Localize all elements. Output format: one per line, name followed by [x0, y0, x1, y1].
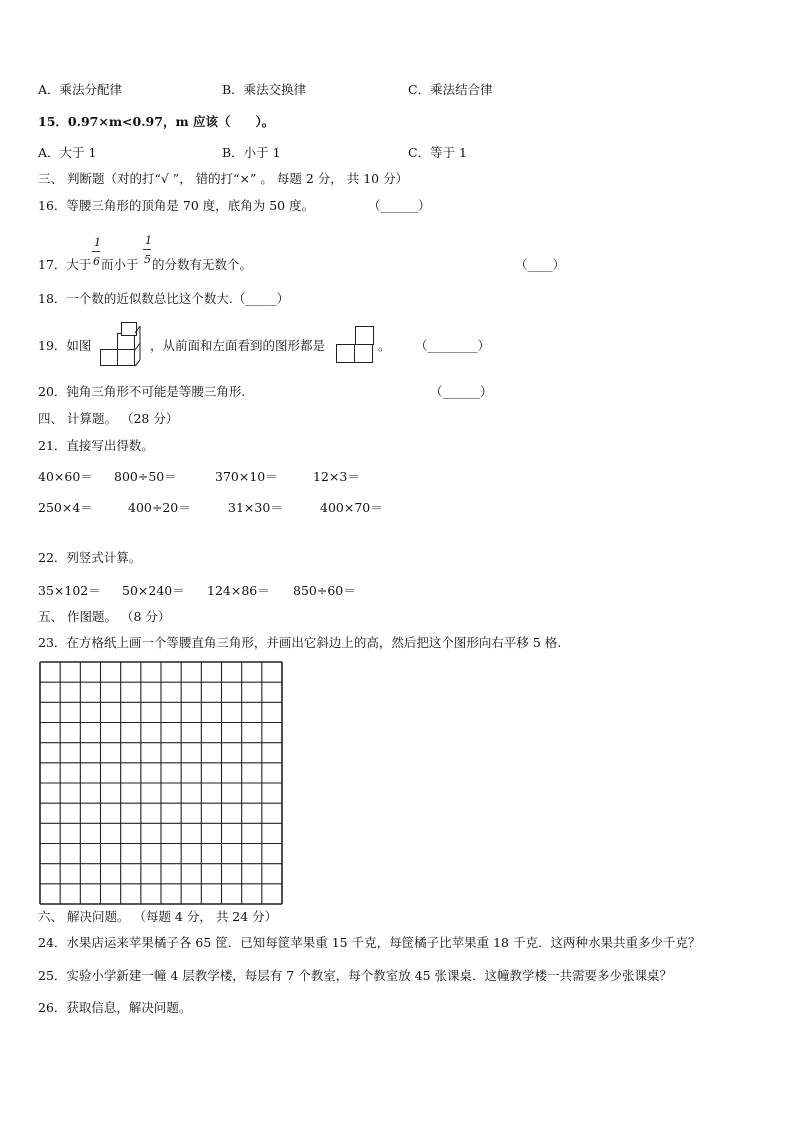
q20-answer-blank[interactable]: （______）: [430, 384, 493, 399]
view-square-bottom-left: [336, 344, 355, 363]
q22-item: 124×86＝: [207, 583, 270, 598]
cube-depth-lines: [95, 322, 145, 368]
q21-item: 370×10＝: [215, 469, 278, 484]
q17-frac1-denominator: 6: [93, 255, 100, 268]
q21-item: 800÷50＝: [114, 469, 177, 484]
section-5-heading: 五、 作图题。 （8 分）: [38, 609, 171, 624]
q14-option-c: C．乘法结合律: [408, 82, 493, 97]
q17-frac2-numerator: 1: [145, 234, 152, 247]
view-shape-figure: [336, 326, 376, 366]
q17-frac1-bar: [92, 251, 100, 252]
section-6-heading: 六、 解决问题。 （每题 4 分， 共 24 分）: [38, 909, 278, 924]
q19-prefix: 19．如图: [38, 338, 92, 353]
q15-option-b: B．小于 1: [222, 145, 281, 160]
cube-stack-figure: [95, 322, 145, 368]
q15-text: 15．0.97×m<0.97，m 应该（ ）。: [38, 114, 275, 129]
q22-item: 35×102＝: [38, 583, 101, 598]
q21-item: 40×60＝: [38, 469, 93, 484]
view-square-top: [355, 326, 374, 345]
q25-text: 25．实验小学新建一幢 4 层教学楼，每层有 7 个教室，每个教室放 45 张课桌．这幢教学楼一共需要多少张课桌？: [38, 968, 673, 983]
q19-answer-blank[interactable]: （________）: [415, 338, 491, 353]
q17-answer-blank[interactable]: （____）: [515, 257, 566, 272]
q21-item: 31×30＝: [228, 500, 283, 515]
view-square-bottom-right: [354, 344, 373, 363]
q17-frac2-bar: [143, 249, 151, 250]
q19-suffix: ，从前面和左面看到的图形都是: [150, 338, 326, 353]
q21-item: 400÷20＝: [128, 500, 191, 515]
square-grid[interactable]: [39, 661, 283, 905]
section-3-heading: 三、 判断题（对的打“√ ”， 错的打“×” 。 每题 2 分， 共 10 分）: [38, 171, 409, 186]
q17-frac1-numerator: 1: [94, 236, 101, 249]
q21-item: 250×4＝: [38, 500, 93, 515]
q16-answer-blank[interactable]: （______）: [368, 198, 431, 213]
q18-text: 18．一个数的近似数总比这个数大.（_____）: [38, 291, 290, 306]
q20-text: 20．钝角三角形不可能是等腰三角形.: [38, 384, 246, 399]
q17-frac2-denominator: 5: [144, 253, 151, 266]
q22-title: 22．列竖式计算。: [38, 550, 142, 565]
q14-option-a: A．乘法分配律: [38, 82, 123, 97]
q24-text: 24．水果店运来苹果橘子各 65 筐．已知每筐苹果重 15 千克，每筐橘子比苹果重 18 千克．这两种水果共重多少千克？: [38, 935, 701, 950]
q23-text: 23．在方格纸上画一个等腰直角三角形，并画出它斜边上的高，然后把这个图形向右平移 5 格.: [38, 635, 562, 650]
q14-option-b: B．乘法交换律: [222, 82, 307, 97]
q16-text: 16．等腰三角形的顶角是 70 度，底角为 50 度。: [38, 198, 315, 213]
q15-option-c: C．等于 1: [408, 145, 467, 160]
q19-end: 。: [378, 338, 391, 353]
q22-item: 850÷60＝: [293, 583, 356, 598]
q21-title: 21．直接写出得数。: [38, 438, 154, 453]
q21-item: 400×70＝: [320, 500, 383, 515]
section-4-heading: 四、 计算题。 （28 分）: [38, 411, 179, 426]
q17-mid: 而小于: [101, 257, 139, 272]
q17-suffix: 的分数有无数个。: [152, 257, 253, 272]
q15-option-a: A．大于 1: [38, 145, 97, 160]
q21-item: 12×3＝: [313, 469, 360, 484]
q26-text: 26．获取信息，解决问题。: [38, 1000, 192, 1015]
q22-item: 50×240＝: [122, 583, 185, 598]
q17-prefix: 17．大于: [38, 257, 92, 272]
